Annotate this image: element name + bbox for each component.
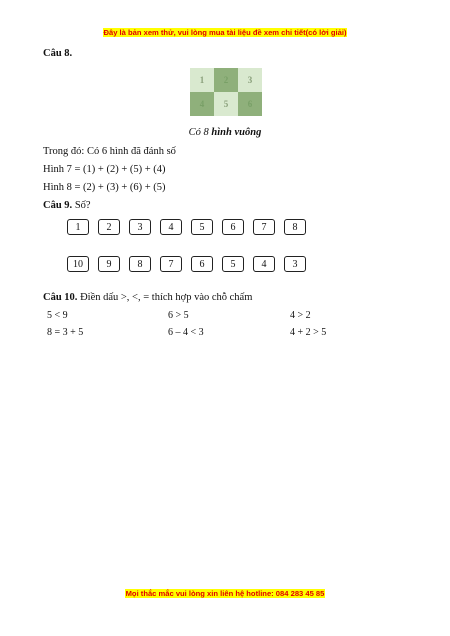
comparison-r2-c1: 8 = 3 + 5 [47,327,84,338]
q8-line-1: Trong đó: Có 6 hình đã đánh số [43,146,176,157]
question-10-heading [43,292,252,303]
grid-cell-5: 5 [214,92,238,116]
comparison-r2-c2: 6 – 4 < 3 [168,327,204,338]
figure-caption [0,127,450,138]
square-grid-figure [190,68,262,116]
number-box: 3 [284,256,306,272]
caption-bold: hình vuông [211,127,262,138]
number-box: 8 [284,219,306,235]
comparison-r1-c1: 5 < 9 [47,310,68,321]
q8-line-3: Hình 8 = (2) + (3) + (6) + (5) [43,182,166,193]
caption-prefix: Có 8 [188,127,212,138]
comparison-r1-c3: 4 > 2 [290,310,311,321]
question-8-title: Câu 8. [43,48,73,59]
number-box: 2 [98,219,120,235]
comparison-r1-c2: 6 > 5 [168,310,189,321]
comparison-r2-c3: 4 + 2 > 5 [290,327,327,338]
number-box: 1 [67,219,89,235]
question-10-title: Câu 10. [43,292,78,303]
question-9-title: Câu 9. [43,200,73,211]
q8-line-2: Hình 7 = (1) + (2) + (5) + (4) [43,164,166,175]
number-box-row-1 [67,219,306,235]
hotline-banner [0,589,450,598]
number-box: 6 [191,256,213,272]
number-box: 6 [222,219,244,235]
number-box: 9 [98,256,120,272]
number-box: 4 [160,219,182,235]
grid-cell-1: 1 [190,68,214,92]
grid-cell-3: 3 [238,68,262,92]
number-box: 5 [222,256,244,272]
number-box: 3 [129,219,151,235]
number-box: 7 [160,256,182,272]
question-9-prompt: Số? [72,200,91,211]
number-box: 5 [191,219,213,235]
question-9-heading [43,200,91,211]
question-10-prompt: Điền dấu >, <, = thích hợp vào chỗ chấm [77,292,253,303]
number-box: 8 [129,256,151,272]
preview-banner-text: Đây là bản xem thử, vui lòng mua tài liệu đề xem chi tiết(có lời giải) [103,28,347,37]
number-box: 7 [253,219,275,235]
grid-cell-4: 4 [190,92,214,116]
number-box: 4 [253,256,275,272]
number-box-row-2 [67,256,306,272]
hotline-banner-text: Mọi thắc mắc vui lòng xin liên hệ hotline: 084 283 45 85 [125,589,325,598]
number-box: 10 [67,256,89,272]
grid-cell-2: 2 [214,68,238,92]
grid-cell-6: 6 [238,92,262,116]
preview-banner [0,28,450,37]
